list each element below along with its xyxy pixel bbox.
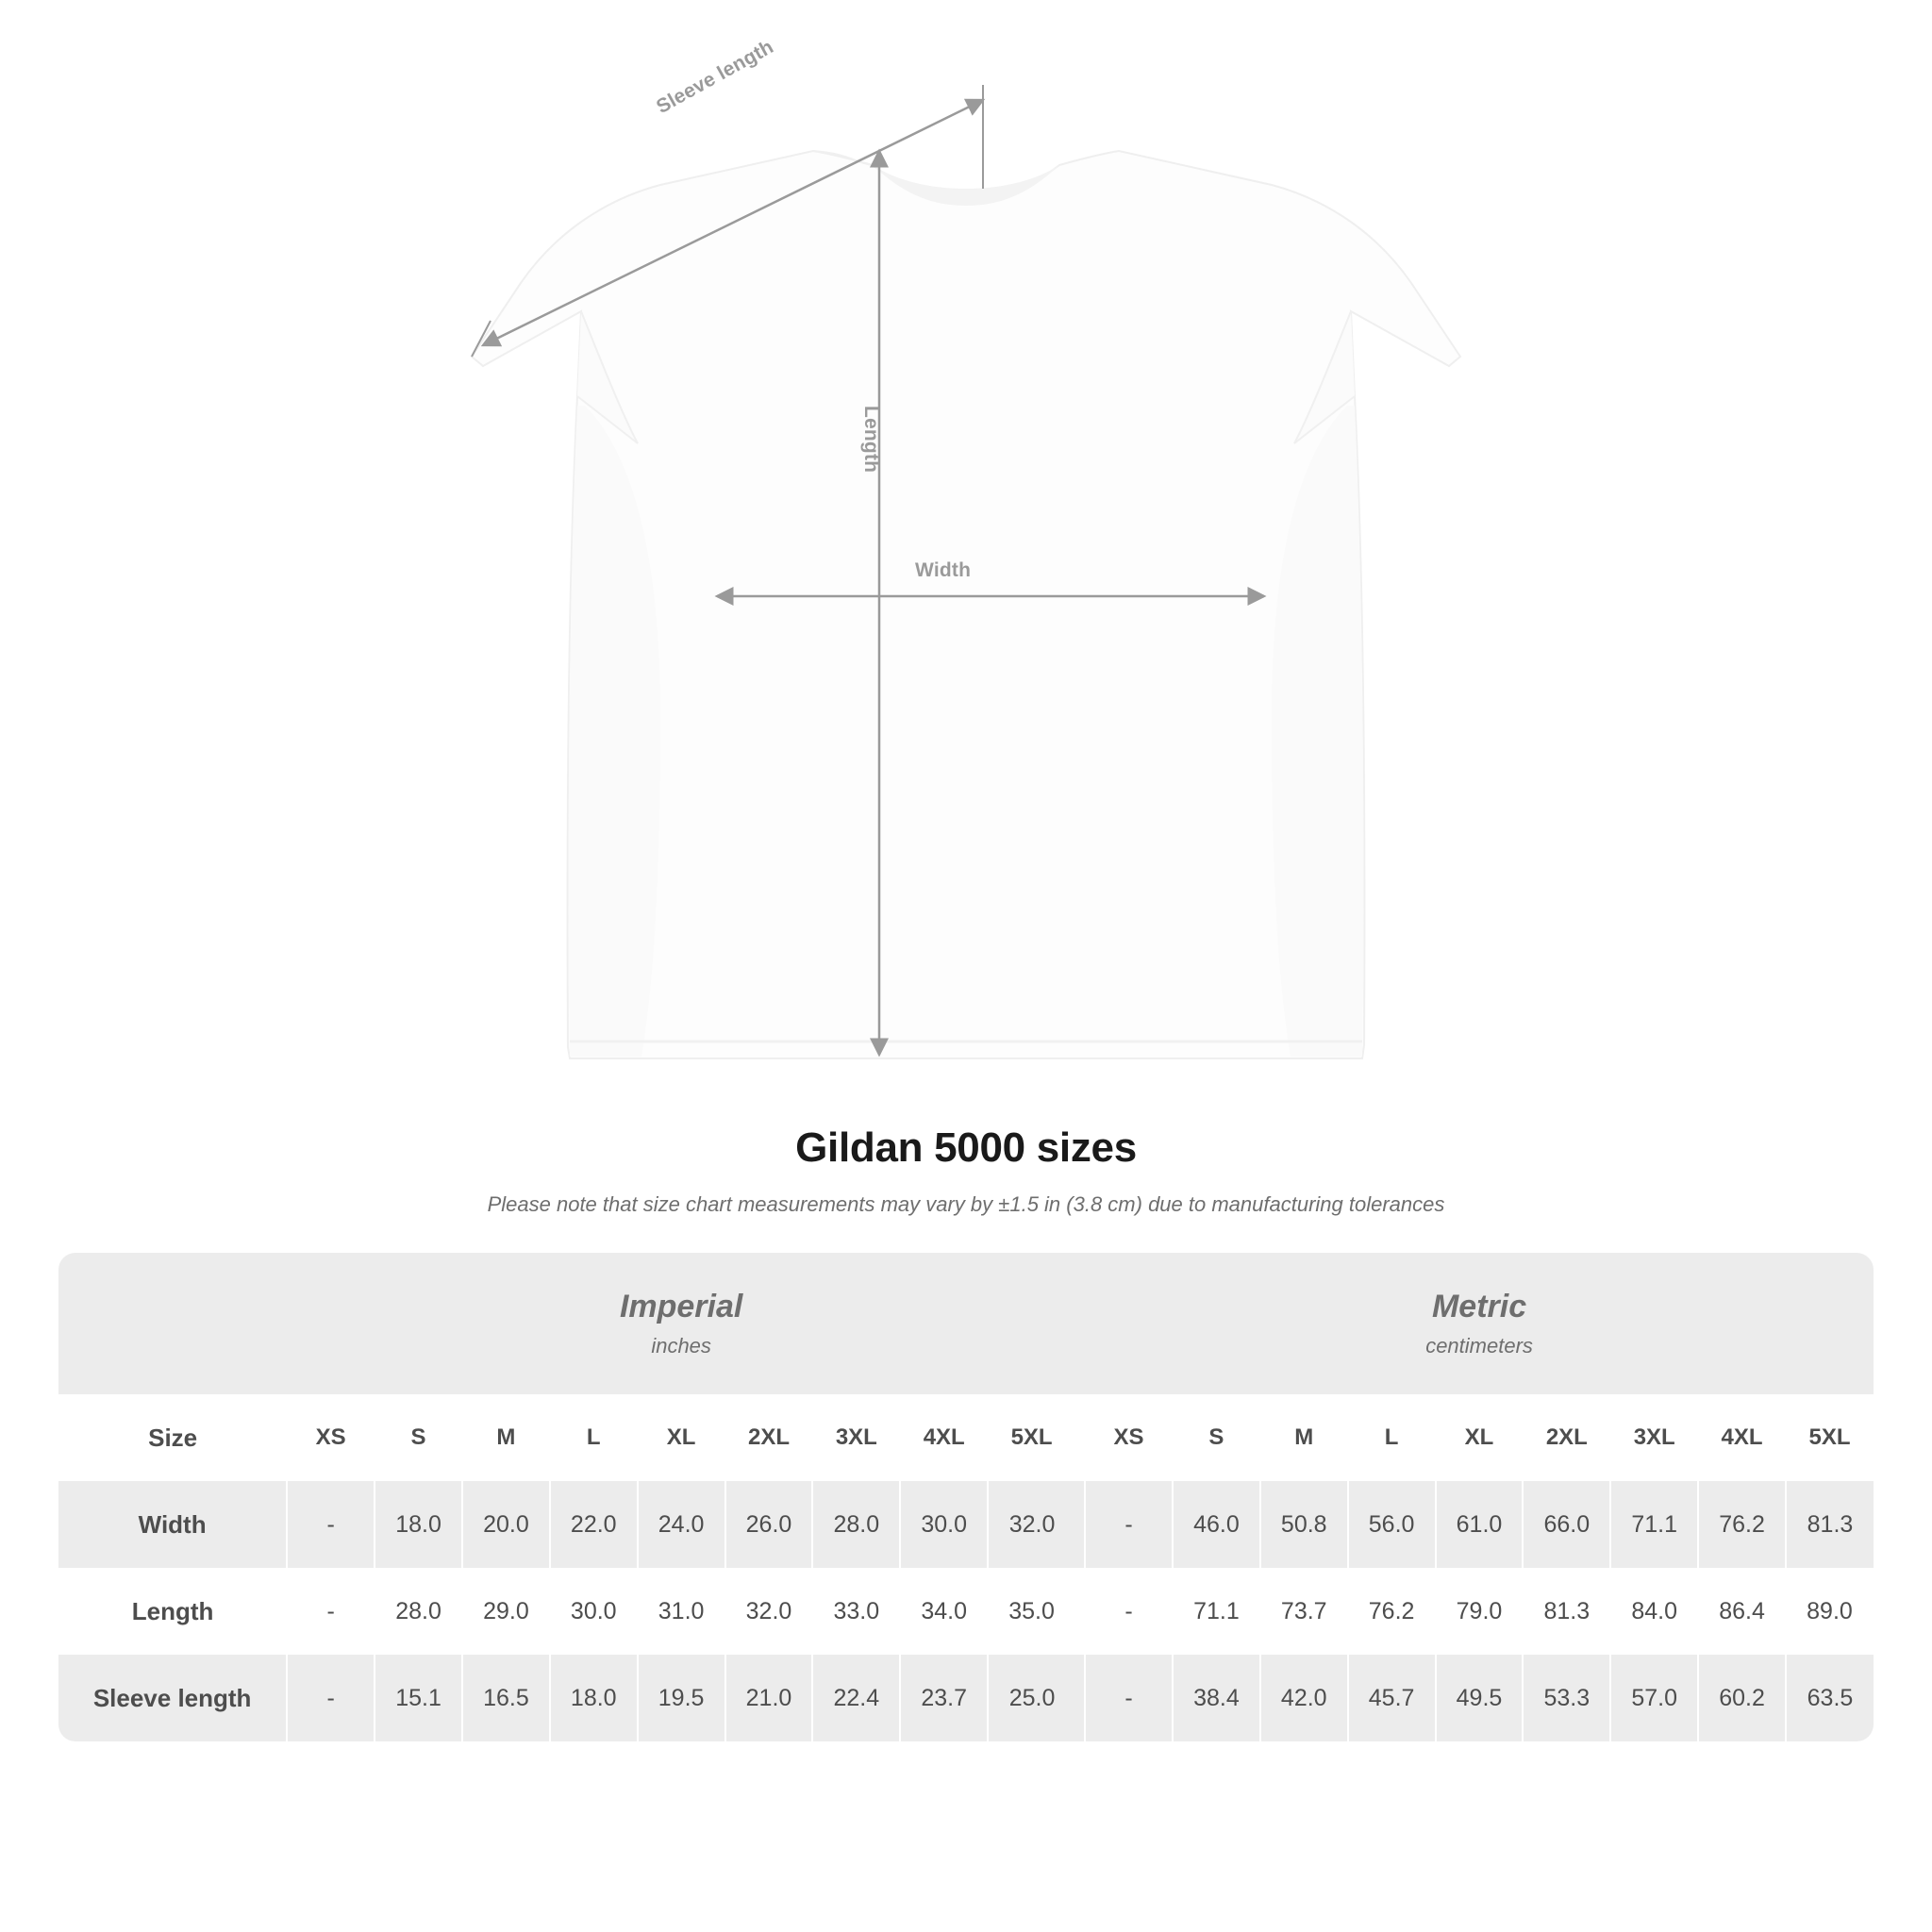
row-label-length: Length: [58, 1568, 287, 1655]
length-imperial-l: 30.0: [550, 1568, 638, 1655]
length-imperial-xl: 31.0: [638, 1568, 725, 1655]
table-row: [58, 1481, 1874, 1568]
sleeve-imperial-2xl: 21.0: [725, 1655, 813, 1741]
unit-header-gap: [1075, 1253, 1085, 1394]
sleeve-imperial-5xl: 25.0: [988, 1655, 1075, 1741]
tolerance-note: Please note that size chart measurements may vary by ±1.5 in (3.8 cm) due to manufacturing tolerances: [487, 1192, 1445, 1216]
length-metric-5xl: 89.0: [1786, 1568, 1874, 1655]
width-metric-l: 56.0: [1348, 1481, 1436, 1568]
row-gap-sleeve: [1075, 1655, 1085, 1741]
sleeve-metric-4xl: 60.2: [1698, 1655, 1786, 1741]
size-header-imperial-5xl: 5XL: [988, 1394, 1075, 1481]
width-imperial-4xl: 30.0: [900, 1481, 988, 1568]
length-metric-xs: -: [1085, 1568, 1173, 1655]
width-label: Width: [915, 559, 972, 581]
length-metric-l: 76.2: [1348, 1568, 1436, 1655]
sleeve-imperial-s: 15.1: [375, 1655, 462, 1741]
sleeve-metric-5xl: 63.5: [1786, 1655, 1874, 1741]
imperial-sublabel: inches: [651, 1333, 711, 1357]
size-header-imperial-3xl: 3XL: [812, 1394, 900, 1481]
size-header-metric-s: S: [1173, 1394, 1260, 1481]
size-header-metric-xl: XL: [1436, 1394, 1524, 1481]
length-metric-4xl: 86.4: [1698, 1568, 1786, 1655]
table-row: [58, 1568, 1874, 1655]
title-block: [0, 1124, 1932, 1217]
header-gap: [1075, 1394, 1085, 1481]
sleeve-imperial-4xl: 23.7: [900, 1655, 988, 1741]
sleeve-imperial-m: 16.5: [462, 1655, 550, 1741]
width-imperial-3xl: 28.0: [812, 1481, 900, 1568]
width-metric-m: 50.8: [1260, 1481, 1348, 1568]
size-header-imperial-xs: XS: [287, 1394, 375, 1481]
size-header-imperial-4xl: 4XL: [900, 1394, 988, 1481]
size-header-metric-5xl: 5XL: [1786, 1394, 1874, 1481]
size-header-label: Size: [58, 1394, 287, 1481]
size-header-row: [58, 1394, 1874, 1481]
length-imperial-s: 28.0: [375, 1568, 462, 1655]
width-metric-4xl: 76.2: [1698, 1481, 1786, 1568]
length-metric-2xl: 81.3: [1523, 1568, 1610, 1655]
width-imperial-xs: -: [287, 1481, 375, 1568]
width-metric-s: 46.0: [1173, 1481, 1260, 1568]
unit-group-metric: [1085, 1253, 1874, 1394]
size-header-imperial-2xl: 2XL: [725, 1394, 813, 1481]
width-metric-5xl: 81.3: [1786, 1481, 1874, 1568]
unit-header-row: [58, 1253, 1874, 1394]
sleeve-imperial-xl: 19.5: [638, 1655, 725, 1741]
row-label-width: Width: [58, 1481, 287, 1568]
width-imperial-m: 20.0: [462, 1481, 550, 1568]
length-metric-s: 71.1: [1173, 1568, 1260, 1655]
width-imperial-xl: 24.0: [638, 1481, 725, 1568]
row-gap-length: [1075, 1568, 1085, 1655]
row-gap-width: [1075, 1481, 1085, 1568]
width-imperial-l: 22.0: [550, 1481, 638, 1568]
size-header-metric-4xl: 4XL: [1698, 1394, 1786, 1481]
sleeve-metric-xl: 49.5: [1436, 1655, 1524, 1741]
length-imperial-xs: -: [287, 1568, 375, 1655]
unit-group-imperial: [287, 1253, 1075, 1394]
size-header-imperial-l: L: [550, 1394, 638, 1481]
sleeve-metric-3xl: 57.0: [1610, 1655, 1698, 1741]
length-imperial-5xl: 35.0: [988, 1568, 1075, 1655]
imperial-label: Imperial: [619, 1289, 743, 1325]
sleeve-metric-s: 38.4: [1173, 1655, 1260, 1741]
width-metric-2xl: 66.0: [1523, 1481, 1610, 1568]
shirt-shape: [472, 151, 1460, 1058]
sleeve-length-label: Sleeve length: [653, 36, 777, 119]
size-header-metric-m: M: [1260, 1394, 1348, 1481]
size-header-imperial-m: M: [462, 1394, 550, 1481]
width-metric-xl: 61.0: [1436, 1481, 1524, 1568]
length-metric-xl: 79.0: [1436, 1568, 1524, 1655]
length-metric-m: 73.7: [1260, 1568, 1348, 1655]
length-metric-3xl: 84.0: [1610, 1568, 1698, 1655]
length-imperial-4xl: 34.0: [900, 1568, 988, 1655]
page-title: Gildan 5000 sizes: [795, 1124, 1137, 1171]
size-header-metric-xs: XS: [1085, 1394, 1173, 1481]
length-imperial-2xl: 32.0: [725, 1568, 813, 1655]
size-table: [58, 1253, 1874, 1741]
sleeve-imperial-l: 18.0: [550, 1655, 638, 1741]
size-header-metric-3xl: 3XL: [1610, 1394, 1698, 1481]
sleeve-imperial-3xl: 22.4: [812, 1655, 900, 1741]
width-imperial-2xl: 26.0: [725, 1481, 813, 1568]
width-imperial-5xl: 32.0: [988, 1481, 1075, 1568]
width-metric-3xl: 71.1: [1610, 1481, 1698, 1568]
size-header-imperial-s: S: [375, 1394, 462, 1481]
width-imperial-s: 18.0: [375, 1481, 462, 1568]
length-imperial-m: 29.0: [462, 1568, 550, 1655]
sleeve-imperial-xs: -: [287, 1655, 375, 1741]
sleeve-metric-m: 42.0: [1260, 1655, 1348, 1741]
metric-sublabel: centimeters: [1425, 1333, 1533, 1357]
size-header-metric-l: L: [1348, 1394, 1436, 1481]
sleeve-metric-xs: -: [1085, 1655, 1173, 1741]
width-metric-xs: -: [1085, 1481, 1173, 1568]
metric-label: Metric: [1431, 1289, 1527, 1325]
sleeve-metric-l: 45.7: [1348, 1655, 1436, 1741]
table-row: [58, 1655, 1874, 1741]
length-imperial-3xl: 33.0: [812, 1568, 900, 1655]
length-label: Length: [860, 406, 882, 474]
size-header-imperial-xl: XL: [638, 1394, 725, 1481]
row-label-sleeve-length: Sleeve length: [58, 1655, 287, 1741]
sleeve-metric-2xl: 53.3: [1523, 1655, 1610, 1741]
size-table-wrapper: [58, 1253, 1874, 1741]
unit-header-spacer: [58, 1253, 287, 1394]
size-header-metric-2xl: 2XL: [1523, 1394, 1610, 1481]
